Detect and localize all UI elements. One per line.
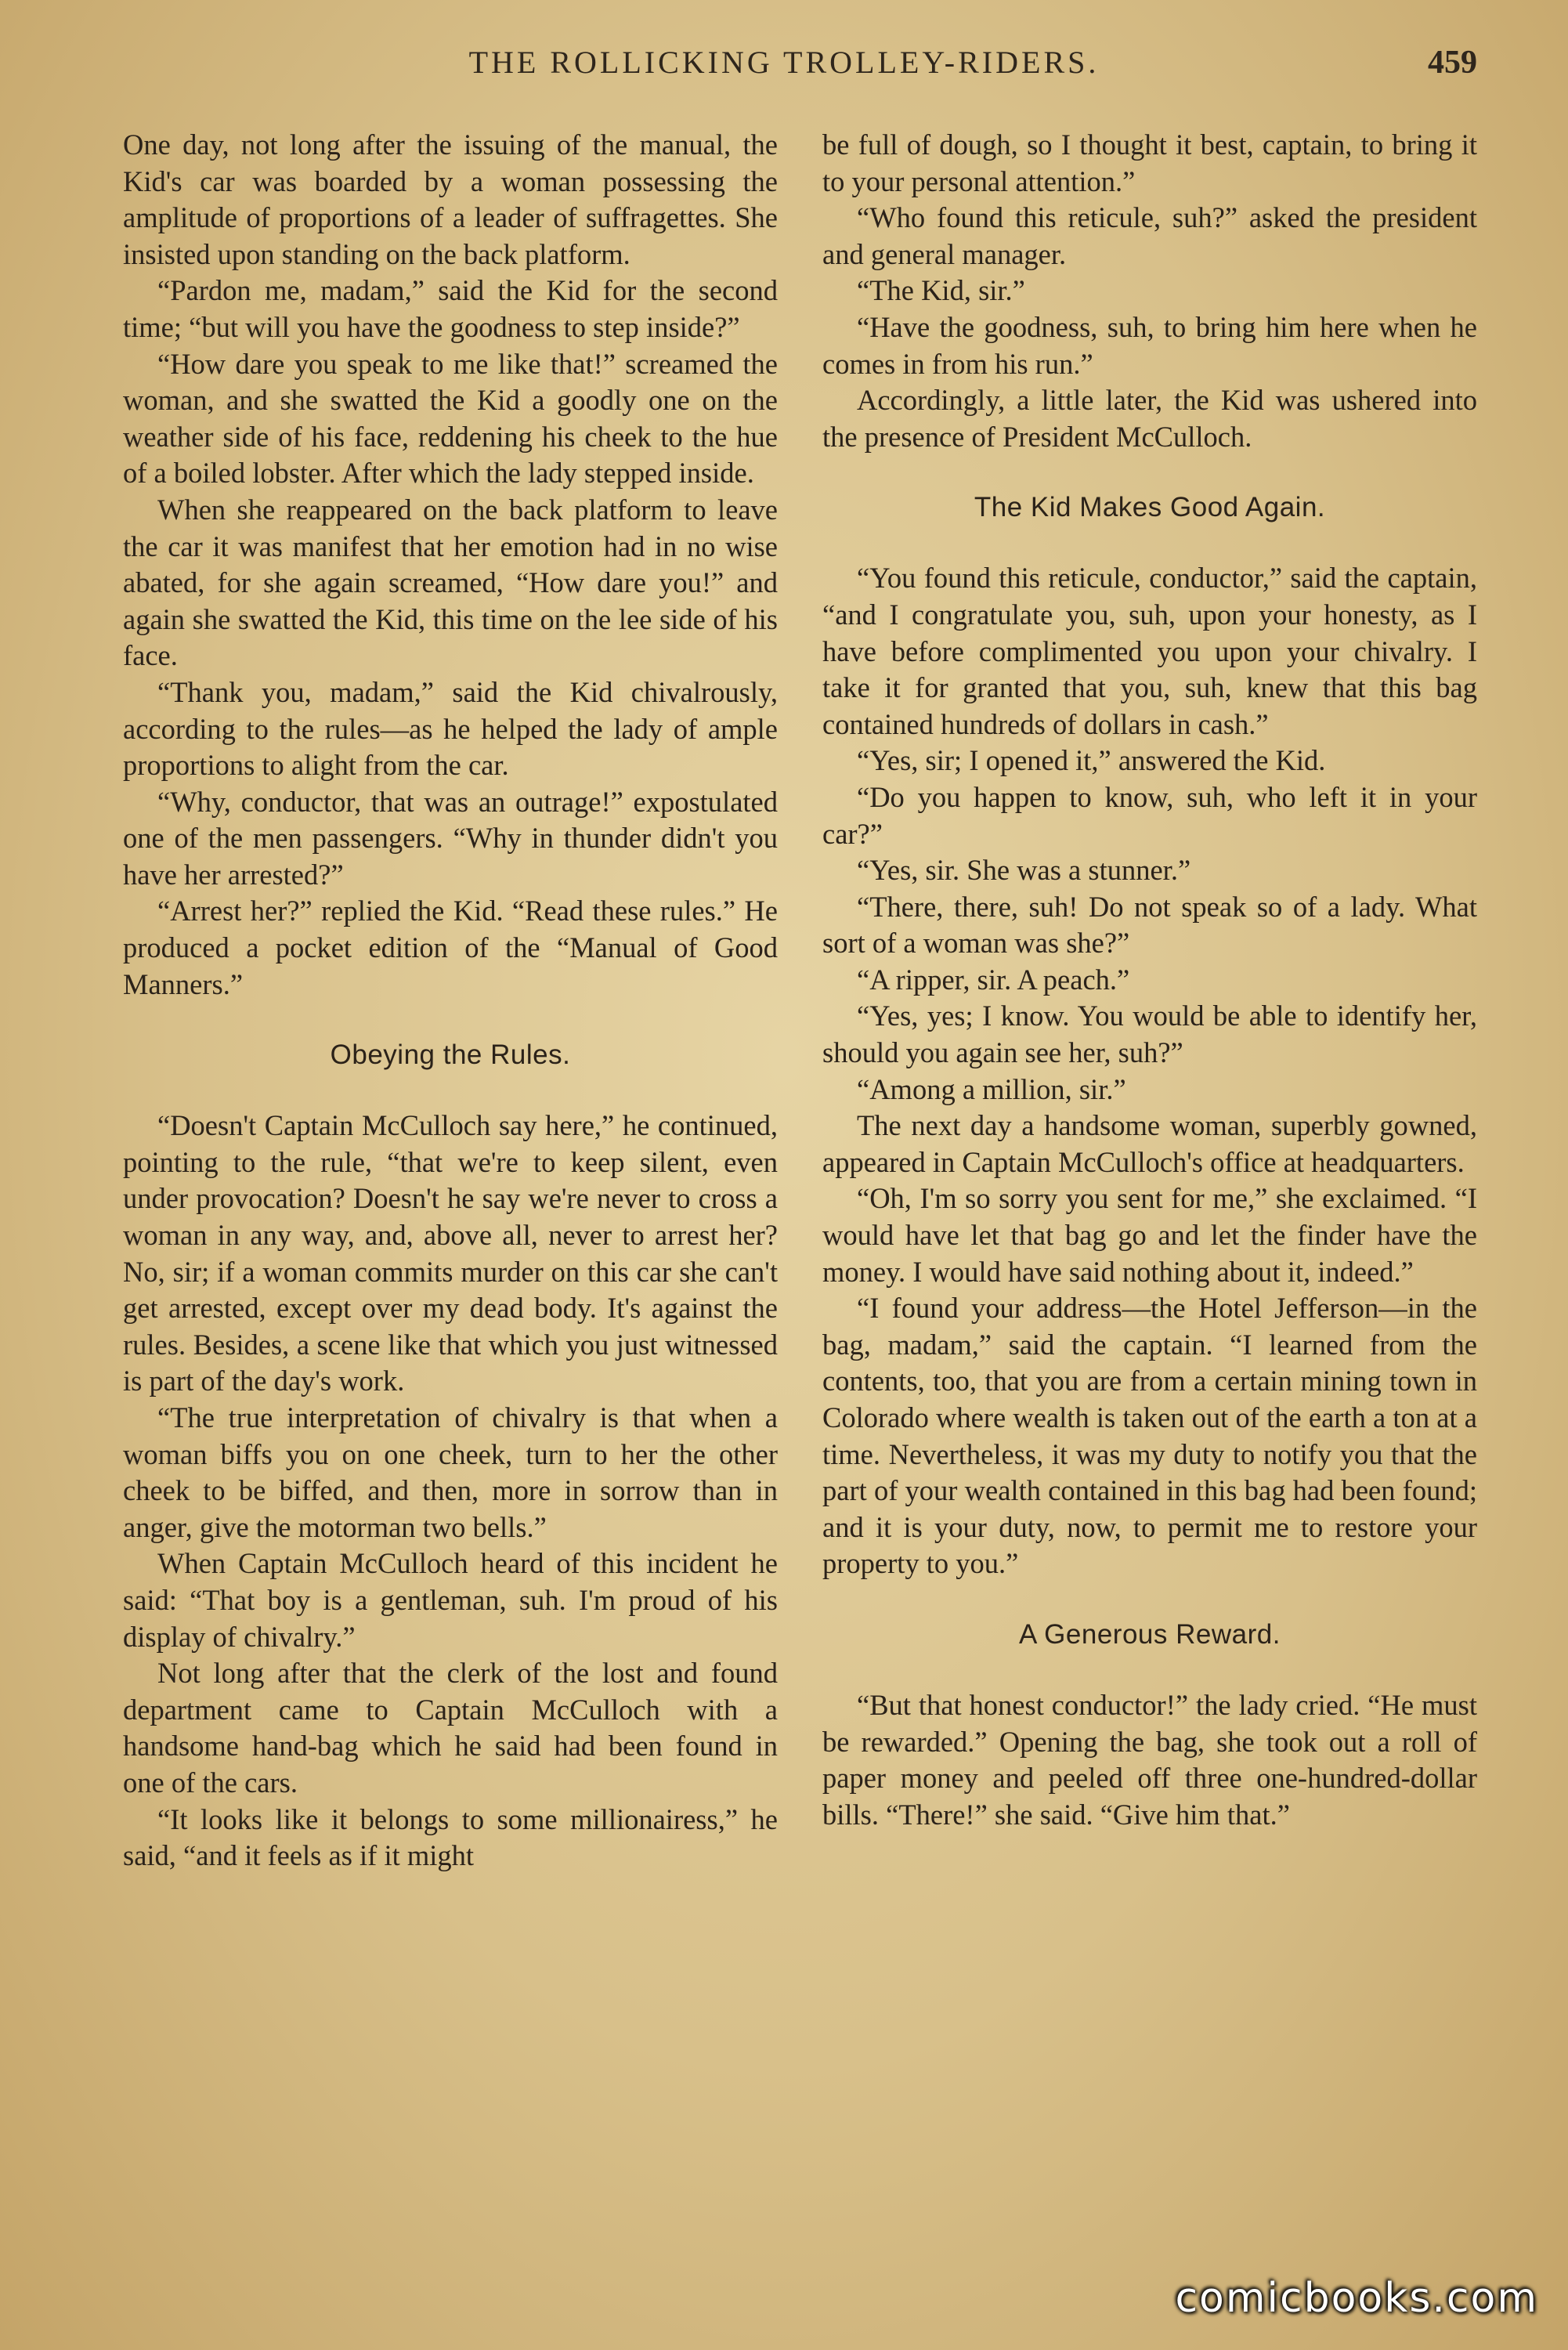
site-watermark: comicbooks.com <box>1175 2275 1538 2322</box>
paragraph: “Thank you, madam,” said the Kid chivalrously, according to the rules—as he helped the lady of ample proportions to alight from the car. <box>123 675 778 782</box>
paragraph: “Yes, sir. She was a stunner.” <box>857 854 1191 887</box>
paragraph: “The true interpretation of chivalry is that when a woman biffs you on one cheek, turn to her the other cheek to be biffed, and then, more in sorrow than in anger, give the motorman two bells.” <box>123 1401 778 1543</box>
paragraph: “How dare you speak to me like that!” screamed the woman, and she swatted the Kid a goodly one on the weather side of his face, reddening his cheek to the hue of a boiled lobster. After which the lady stepped inside. <box>123 347 778 490</box>
paragraph: “Yes, yes; I know. You would be able to identify her, should you again see her, suh?” <box>822 1000 1477 1069</box>
paragraph: “Doesn't Captain McCulloch say here,” he continued, pointing to the rule, “that we're to keep silent, even under provocation? Doesn't he say we're never to cross a woman in any way, and, above all, never to arrest her? No, sir; if a woman commits murder on this car she can't get arrested, except over my dead body. It's against the rules. Besides, a scene like that which you just witnessed is part of the day's work. <box>123 1109 778 1397</box>
section-heading: A Generous Reward. <box>1019 1618 1281 1650</box>
paragraph: “Why, conductor, that was an outrage!” expostulated one of the men passengers. “Why in thunder didn't you have her arrested?” <box>123 785 778 891</box>
paragraph: “Have the goodness, suh, to bring him here when he comes in from his run.” <box>822 310 1477 380</box>
paragraph: “Pardon me, madam,” said the Kid for the second time; “but will you have the goodness to step inside?” <box>123 274 778 343</box>
section-heading: The Kid Makes Good Again. <box>974 492 1326 523</box>
paragraph: When Captain McCulloch heard of this incident he said: “That boy is a gentleman, suh. I'm proud of his display of chivalry.” <box>123 1547 778 1653</box>
page-number: 459 <box>1428 45 1477 81</box>
paragraph: Accordingly, a little later, the Kid was ushered into the presence of President McCulloch. <box>822 384 1477 453</box>
paragraph: The next day a handsome woman, superbly gowned, appeared in Captain McCulloch's office at headquarters. <box>822 1109 1477 1178</box>
paragraph: “You found this reticule, conductor,” said the captain, “and I congratulate you, suh, upon your honesty, as I have before complimented you upon your chivalry. I take it for granted that you, suh, knew that this bag contained hundreds of dollars in cash.” <box>822 562 1477 740</box>
right-column <box>822 127 1477 2273</box>
paragraph: “It looks like it belongs to some millionairess,” he said, “and it feels as if it might <box>123 1802 778 1872</box>
paragraph: “Arrest her?” replied the Kid. “Read these rules.” He produced a pocket edition of the “Manual of Good Manners.” <box>123 895 778 1000</box>
paragraph: “Do you happen to know, suh, who left it in your car?” <box>822 780 1477 850</box>
paragraph: Not long after that the clerk of the lost and found department came to Captain McCulloch with a handsome hand-bag which he said had been found in one of the cars. <box>123 1657 778 1799</box>
paragraph: “Among a million, sir.” <box>857 1072 1126 1105</box>
running-head-title: THE ROLLICKING TROLLEY-RIDERS. <box>468 45 1100 80</box>
paragraph: “Yes, sir; I opened it,” answered the Kid. <box>857 744 1326 777</box>
paragraph: “The Kid, sir.” <box>857 274 1025 307</box>
paragraph: “But that honest conductor!” the lady cried. “He must be rewarded.” Opening the bag, she took out a roll of paper money and peeled off three one-hundred-dollar bills. “There!” she said. “Give him that.” <box>822 1688 1477 1831</box>
paragraph: “Oh, I'm so sorry you sent for me,” she exclaimed. “I would have let that bag go and let the finder have the money. I would have said nothing about it, indeed.” <box>822 1182 1477 1288</box>
paragraph: “There, there, suh! Do not speak so of a lady. What sort of a woman was she?” <box>822 890 1477 960</box>
paragraph: “Who found this reticule, suh?” asked the president and general manager. <box>822 201 1477 270</box>
paragraph: One day, not long after the issuing of the manual, the Kid's car was boarded by a woman possessing the amplitude of proportions of a leader of suffragettes. She insisted upon standing on the back platform. <box>123 128 778 270</box>
paragraph: When she reappeared on the back platform to leave the car it was manifest that her emotion had in no wise abated, for she again screamed, “How dare you!” and again she swatted the Kid, this time on the lee side of his face. <box>123 493 778 672</box>
paragraph: “I found your address—the Hotel Jefferson—in the bag, madam,” said the captain. “I learned from the contents, too, that you are from a certain mining town in Colorado where wealth is taken out of the earth a ton at a time. Nevertheless, it was my duty to notify you that the part of your wealth contained in this bag had been found; and it is your duty, now, to permit me to restore your property to you.” <box>822 1292 1477 1580</box>
paragraph: be full of dough, so I thought it best, captain, to bring it to your personal attention.” <box>822 128 1477 197</box>
paragraph: “A ripper, sir. A peach.” <box>857 963 1130 996</box>
section-heading: Obeying the Rules. <box>330 1039 571 1071</box>
left-column <box>123 127 778 2273</box>
